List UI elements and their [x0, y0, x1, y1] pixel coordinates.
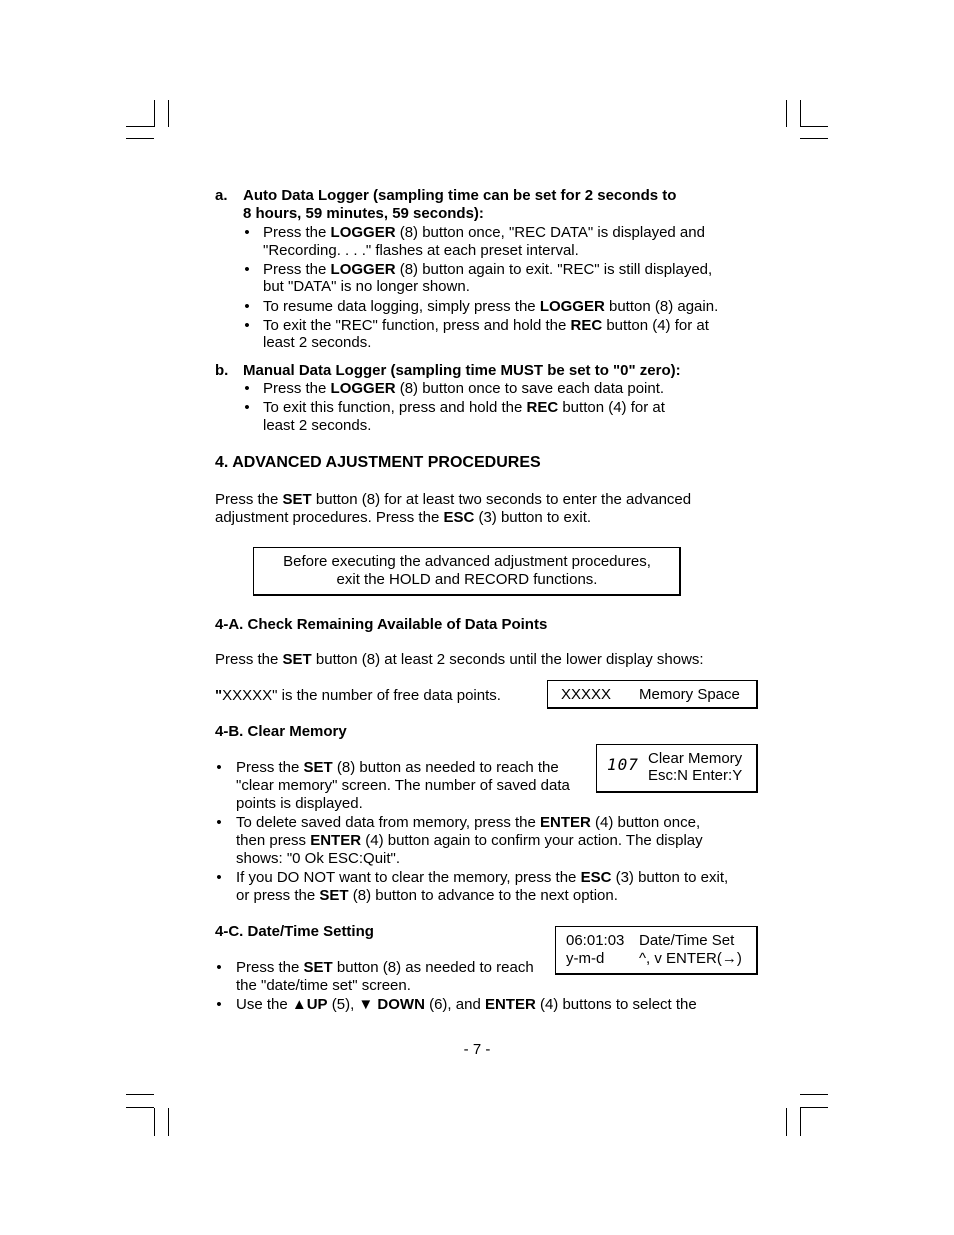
- section-4b-bullet-1-line1: Press the SET (8) button as needed to reach the: [236, 759, 559, 776]
- bullet-dot: •: [244, 298, 250, 315]
- section-4b-bullet-1-line3: points is displayed.: [236, 795, 363, 812]
- crop-mark: [126, 1094, 154, 1095]
- display-date-format: y-m-d: [566, 950, 605, 967]
- notice-line2: exit the HOLD and RECORD functions.: [336, 571, 598, 588]
- memory-space-display: [547, 680, 758, 709]
- crop-mark: [800, 1094, 828, 1095]
- section-4c-bullet-1-line2: the "date/time set" screen.: [236, 977, 411, 994]
- bullet-dot: •: [244, 380, 250, 397]
- section-a-bullet-2-line1: Press the LOGGER (8) button again to exit. "REC" is still displayed,: [263, 261, 713, 278]
- bullet-dot: •: [244, 224, 250, 241]
- section-a-title-line1: Auto Data Logger (sampling time can be set for 2 seconds to: [243, 187, 677, 204]
- section-b-marker: b.: [215, 362, 229, 379]
- section-4b-bullet-2-line2: then press ENTER (4) button again to confirm your action. The display: [236, 832, 703, 849]
- crop-mark: [800, 1108, 801, 1136]
- crop-mark: [126, 126, 154, 127]
- section-4b-bullet-3-line1: If you DO NOT want to clear the memory, press the ESC (3) button to exit,: [236, 869, 729, 886]
- display-controls: ^, v ENTER(→): [639, 950, 742, 967]
- display-title: Date/Time Set: [639, 932, 735, 949]
- display-value: XXXXX: [561, 686, 612, 703]
- crop-mark: [126, 1107, 154, 1108]
- section-4b-bullet-1-line2: "clear memory" screen. The number of saved data: [236, 777, 570, 794]
- section-4b-bullet-3-line2: or press the SET (8) button to advance to the next option.: [236, 887, 618, 904]
- section-heading: 4. ADVANCED AJUSTMENT PROCEDURES: [215, 454, 541, 471]
- clear-memory-display: [596, 744, 758, 793]
- crop-mark: [800, 138, 828, 139]
- notice-line1: Before executing the advanced adjustment procedures,: [283, 553, 651, 570]
- section-4c-bullet-1-line1: Press the SET button (8) as needed to reach: [236, 959, 534, 976]
- crop-mark: [168, 1108, 169, 1136]
- bullet-dot: •: [244, 261, 250, 278]
- section-a-bullet-1-line2: "Recording. . . ." flashes at each preset interval.: [263, 242, 579, 259]
- crop-mark: [168, 100, 169, 127]
- notice-box: [253, 547, 681, 596]
- crop-mark: [786, 100, 787, 127]
- intro-line2: adjustment procedures. Press the ESC (3) button to exit.: [215, 509, 592, 526]
- section-b-title: Manual Data Logger (sampling time MUST be set to "0" zero):: [243, 362, 681, 379]
- bullet-dot: •: [244, 399, 250, 416]
- section-4c-title: 4-C. Date/Time Setting: [215, 923, 374, 940]
- bullet-dot: •: [216, 869, 222, 886]
- saved-count-value: 107: [607, 755, 639, 774]
- section-a-bullet-3-line1: To resume data logging, simply press the LOGGER button (8) again.: [263, 298, 719, 315]
- section-4a-paragraph: Press the SET button (8) at least 2 seconds until the lower display shows:: [215, 651, 704, 668]
- crop-mark: [800, 126, 828, 127]
- bullet-dot: •: [216, 814, 222, 831]
- section-4a-note: "XXXXX" is the number of free data points.: [215, 687, 501, 704]
- page-number: - 7 -: [463, 1041, 491, 1058]
- bullet-dot: •: [216, 759, 222, 776]
- crop-mark: [800, 1107, 828, 1108]
- bullet-dot: •: [244, 317, 250, 334]
- section-a-bullet-4-line1: To exit the "REC" function, press and hold the REC button (4) for at: [263, 317, 709, 334]
- crop-mark: [786, 1108, 787, 1136]
- section-4c-bullet-2-line1: Use the ▲UP (5), ▼ DOWN (6), and ENTER (4) buttons to select the: [236, 996, 697, 1013]
- section-4b-title: 4-B. Clear Memory: [215, 723, 347, 740]
- date-time-display: [555, 926, 758, 975]
- display-time: 06:01:03: [566, 932, 625, 949]
- bullet-dot: •: [216, 996, 222, 1013]
- bullet-dot: •: [216, 959, 222, 976]
- section-a-bullet-4-line2: least 2 seconds.: [263, 334, 372, 351]
- section-b-bullet-2-line2: least 2 seconds.: [263, 417, 372, 434]
- section-b-bullet-2-line1: To exit this function, press and hold the REC button (4) for at: [263, 399, 665, 416]
- display-label: Memory Space: [639, 686, 740, 703]
- display-line1: Clear Memory: [648, 750, 743, 767]
- crop-mark: [154, 1108, 155, 1136]
- section-4b-bullet-2-line1: To delete saved data from memory, press the ENTER (4) button once,: [236, 814, 701, 831]
- section-b-bullet-1-line1: Press the LOGGER (8) button once to save each data point.: [263, 380, 665, 397]
- display-line2: Esc:N Enter:Y: [648, 767, 743, 784]
- section-a-marker: a.: [215, 187, 228, 204]
- section-4b-bullet-2-line3: shows: "0 Ok ESC:Quit".: [236, 850, 401, 867]
- section-4a-title: 4-A. Check Remaining Available of Data Points: [215, 616, 548, 633]
- intro-line1: Press the SET button (8) for at least two seconds to enter the advanced: [215, 491, 692, 508]
- crop-mark: [154, 100, 155, 127]
- section-a-bullet-1-line1: Press the LOGGER (8) button once, "REC DATA" is displayed and: [263, 224, 705, 241]
- crop-mark: [126, 138, 154, 139]
- crop-mark: [800, 100, 801, 127]
- section-a-bullet-2-line2: but "DATA" is no longer shown.: [263, 278, 470, 295]
- section-a-title-line2: 8 hours, 59 minutes, 59 seconds):: [243, 205, 484, 222]
